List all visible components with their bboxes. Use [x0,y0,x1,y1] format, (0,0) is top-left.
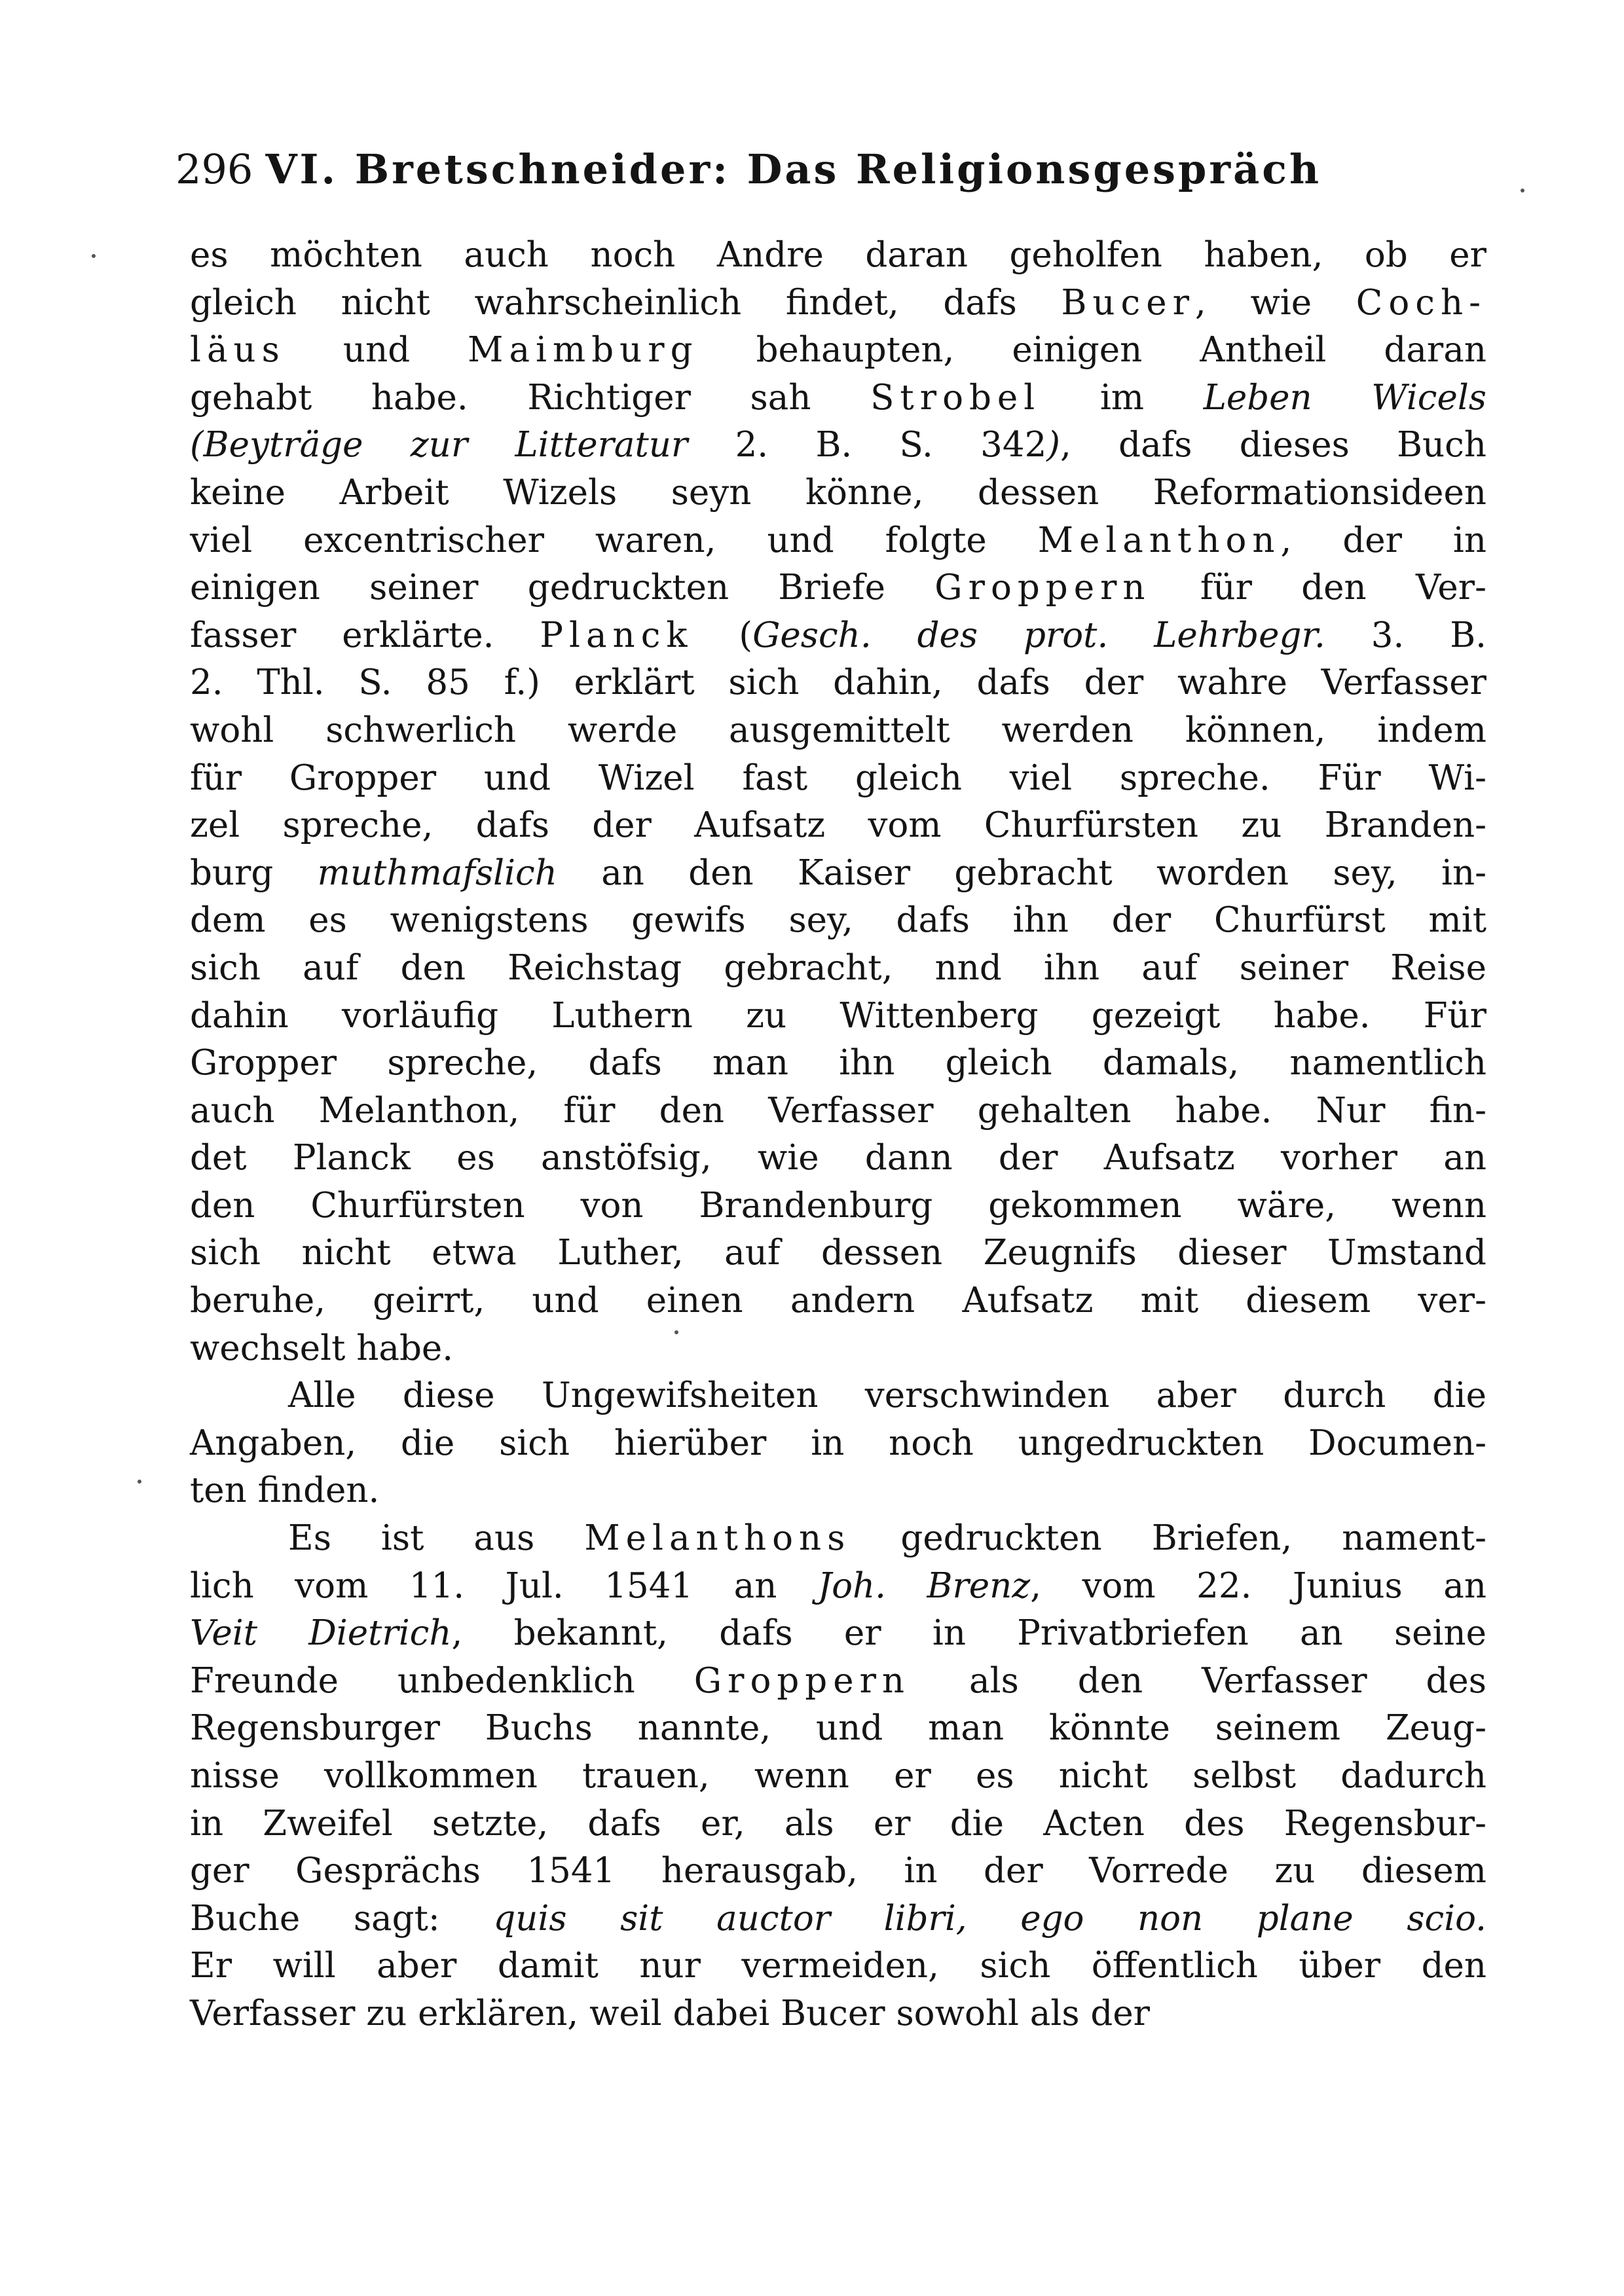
text-line [190,707,1486,755]
text-line [190,1895,1486,1943]
text-run: im [1041,377,1204,418]
text-run: als den Verfasser des [910,1660,1486,1701]
text-run: auch Melanthon, für den Verfasser gehalten habe. Nur fin- [190,1090,1486,1131]
text-line [190,1182,1486,1230]
text-run: viel excentrischer waren, und folgte [190,520,1038,560]
text-run: keine Arbeit Wizels seyn könne, dessen Reformationsideen [190,472,1486,513]
text-run: dahin vorläufig Luthern zu Wittenberg gezeigt habe. Für [190,995,1486,1036]
paper-speck [674,1330,678,1334]
spaced-name: Planck [540,615,693,655]
paper-speck [1521,189,1524,192]
text-run: burg [190,852,318,893]
italic-text: Gesch. des prot. Lehrbegr. [752,615,1325,655]
text-run: in Zweifel setzte, dafs er, als er die Acten des Regensbur- [190,1803,1486,1844]
text-run: Regensburger Buchs nannte, und man könnte seinem Zeug- [190,1708,1486,1749]
text-line [190,1277,1486,1325]
text-line [190,1610,1486,1658]
spaced-name: Strobel [870,377,1041,418]
text-line [190,327,1486,374]
text-run: lich vom 11. Jul. 1541 an [190,1565,818,1606]
text-line [190,1990,1486,2038]
text-run: sich auf den Reichstag gebracht, nnd ihn auf seiner Reise [190,947,1486,988]
text-line [190,945,1486,993]
italic-text: Leben Wicels [1203,377,1486,418]
text-run: wohl schwerlich werde ausgemittelt werden können, indem [190,710,1486,750]
text-line [190,280,1486,327]
text-run: Es ist aus [288,1518,585,1559]
spaced-name: läus [190,330,286,371]
text-run: 2. B. S. 342 [688,425,1047,465]
page-number: 296 [175,145,253,193]
text-run: den Churfürsten von Brandenburg gekommen wäre, wenn [190,1185,1486,1226]
spaced-name: Maimburg [468,330,699,371]
italic-text: quis sit auctor libri, ego non plane scio. [493,1898,1486,1939]
text-run: gehabt habe. Richtiger sah [190,377,871,418]
text-line [190,1942,1486,1990]
text-run: , bekannt, dafs er in Privatbriefen an seine [451,1613,1486,1654]
spaced-name: Groppern [934,568,1151,608]
text-run: Er will aber damit nur vermeiden, sich öffentlich über den [190,1946,1486,1986]
text-run: det Planck es anstöfsig, wie dann der Aufsatz vorher an [190,1138,1486,1178]
text-line [190,1848,1486,1895]
text-line [190,1753,1486,1800]
text-line [190,612,1486,660]
text-run: einigen seiner gedruckten Briefe [190,568,935,608]
text-run: Angaben, die sich hierüber in noch ungedruckten Documen- [190,1423,1486,1463]
spaced-name: Melanthons [584,1518,851,1559]
text-line [190,564,1486,612]
page-header [175,145,1485,204]
text-run: Verfasser zu erklären, weil dabei Bucer sowohl als der [190,1993,1151,2033]
text-line [190,374,1486,422]
text-line [190,1563,1486,1611]
text-line [190,659,1486,707]
text-line [190,1658,1486,1705]
text-run: , wie [1194,282,1356,323]
text-line [190,1515,1486,1563]
text-line [190,755,1486,803]
spaced-name: Coch- [1356,282,1486,323]
text-line [190,850,1486,898]
text-line [190,993,1486,1040]
text-line [190,232,1486,280]
text-run: für Gropper und Wizel fast gleich viel spreche. Für Wi- [190,757,1486,798]
text-line [190,1087,1486,1135]
text-run: 3. B. [1325,615,1486,655]
text-run: an den Kaiser gebracht worden sey, in- [557,852,1486,893]
paper-speck [92,254,96,258]
spaced-name: Melanthon [1037,520,1281,560]
text-line [190,1135,1486,1182]
text-line [190,1800,1486,1848]
text-run: beruhe, geirrt, und einen andern Aufsatz mit diesem ver- [190,1281,1486,1321]
text-line [190,1420,1486,1468]
text-line [190,1372,1486,1420]
text-run: zel spreche, dafs der Aufsatz vom Churfürsten zu Branden- [190,805,1486,846]
text-line [190,1325,1486,1373]
text-run: für den Ver- [1151,568,1486,608]
text-run: Alle diese Ungewifsheiten verschwinden aber durch die [288,1376,1486,1416]
body-text [190,232,1486,2038]
text-run: , vom 22. Junius an [1030,1565,1486,1606]
spaced-name: Bucer [1061,282,1195,323]
text-run: nisse vollkommen trauen, wenn er es nicht selbst dadurch [190,1756,1486,1796]
text-line [190,517,1486,565]
text-run: Buche sagt: [190,1898,494,1939]
text-run: dem es wenigstens gewifs sey, dafs ihn der Churfürst mit [190,900,1486,941]
italic-text: Joh. Brenz [817,1565,1031,1606]
spaced-name: Groppern [693,1660,911,1701]
text-run: , der in [1280,520,1486,560]
text-line [190,422,1486,469]
paper-speck [138,1480,141,1484]
text-line [190,1705,1486,1753]
text-run: ger Gesprächs 1541 herausgab, in der Vorrede zu diesem [190,1851,1486,1891]
text-run: gleich nicht wahrscheinlich findet, dafs [190,282,1061,323]
text-line [190,1040,1486,1087]
text-run: wechselt habe. [190,1328,454,1368]
text-run: , dafs dieses Buch [1060,425,1486,465]
text-run: behaupten, einigen Antheil daran [698,330,1486,371]
text-run: ( [693,615,753,655]
text-line [190,802,1486,850]
italic-text: Veit Dietrich [190,1613,452,1654]
text-line [190,1230,1486,1277]
italic-text: ) [1046,425,1060,465]
text-line [190,469,1486,517]
text-line [190,897,1486,945]
running-head: VI. Bretschneider: Das Religionsgespräch [265,145,1322,193]
text-run: Freunde unbedenklich [190,1660,694,1701]
text-run: gedruckten Briefen, nament- [851,1518,1486,1559]
text-run: Gropper spreche, dafs man ihn gleich damals, namentlich [190,1043,1486,1084]
text-line [190,1467,1486,1515]
italic-text: muthmafslich [317,852,557,893]
italic-text: (Beyträge zur Litteratur [190,425,688,465]
text-run: 2. Thl. S. 85 f.) erklärt sich dahin, dafs der wahre Verfasser [190,663,1486,703]
text-run: es möchten auch noch Andre daran geholfen haben, ob er [190,235,1486,275]
text-run: und [285,330,468,371]
text-run: ten finden. [190,1470,380,1511]
text-run: sich nicht etwa Luther, auf dessen Zeugnifs dieser Umstand [190,1233,1486,1273]
text-run: fasser erklärte. [190,615,540,655]
